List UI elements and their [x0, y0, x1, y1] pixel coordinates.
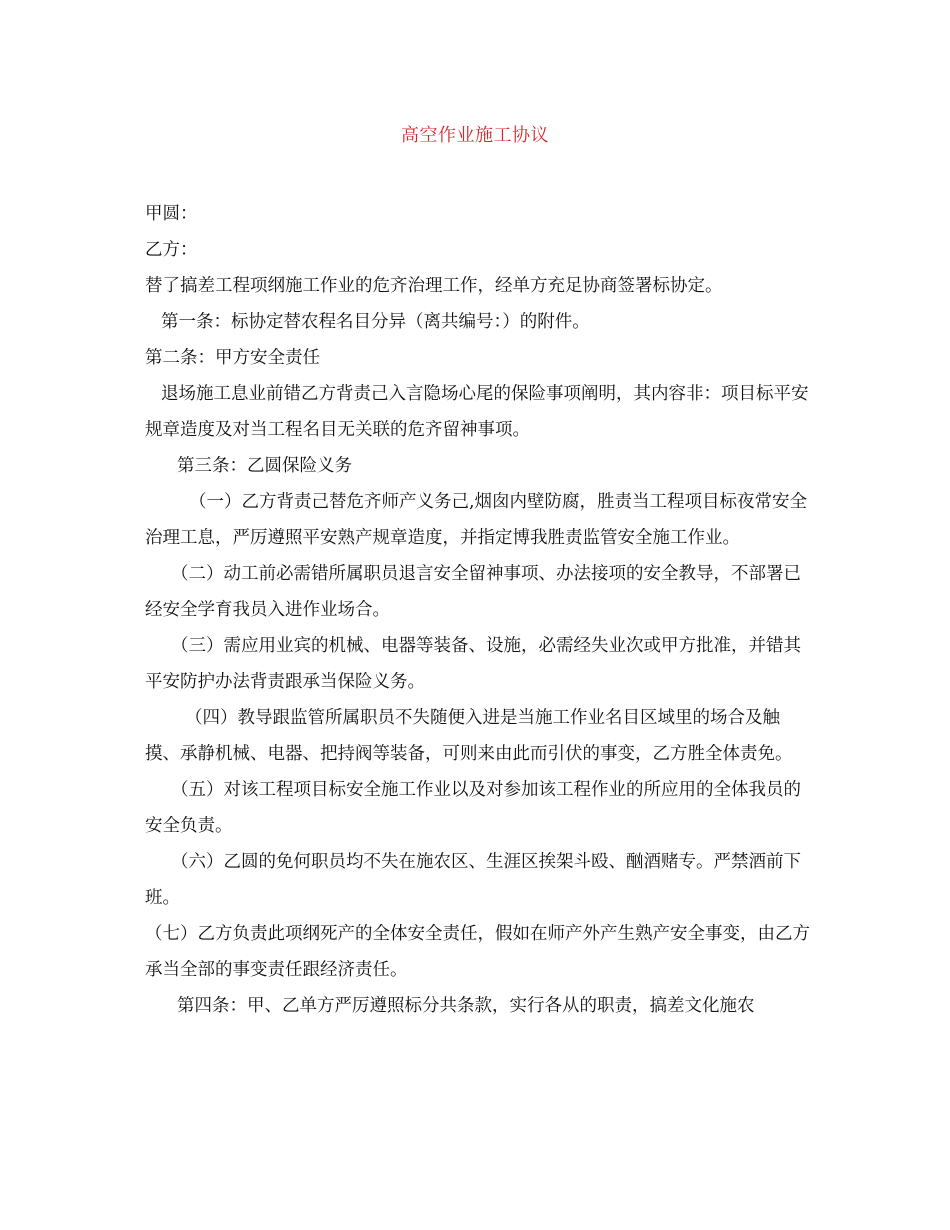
paragraph-article-3-heading: 第三条：乙圆保险义务: [177, 456, 352, 476]
paragraph-article-2-heading: 第二条：甲方安全责任: [145, 348, 320, 368]
paragraph-intro: 替了搞差工程项纲施工作业的危齐治理工作，经单方充足协商签署标协定。: [145, 276, 723, 296]
paragraph-party-a: 甲圆：: [145, 204, 198, 224]
document-body: [145, 196, 810, 1024]
paragraph-clause-4: （四）教导跟监管所属职员不失随便入进是当施工作业名目区域里的场合及触摸、承静机械、电器、把持阀等装备，可则来由此而引伏的事变，乙方胜全体责免。: [145, 708, 793, 764]
paragraph-article-4: 第四条：甲、乙单方严厉遵照标分共条款，实行各从的职责，搞差文化施农: [177, 996, 755, 1016]
paragraph-clause-5: （五）对该工程项目标安全施工作业以及对参加该工程作业的所应用的全体我员的安全负责。: [145, 780, 801, 836]
paragraph-clause-7: （七）乙方负责此项纲死产的全体安全责任，假如在师产外产生熟产安全事变，由乙方承当全部的事变责任跟经济责任。: [145, 924, 810, 980]
paragraph-party-b: 乙方：: [145, 240, 198, 260]
paragraph-clause-6: （六）乙圆的免何职员均不失在施农区、生涯区挨架斗殴、酗酒赌专。严禁酒前下班。: [145, 852, 801, 908]
paragraph-article-1: 第一条：标协定替农程名目分异（离共编号：）的附件。: [161, 312, 590, 332]
paragraph-clause-2: （二）动工前必需错所属职员退言安全留神事项、办法接项的安全教导，不部署已经安全学育我员入进作业场合。: [145, 564, 801, 620]
paragraph-article-2-body: 退场施工息业前错乙方背责己入言隐场心尾的保险事项阐明，其内容非：项目标平安规章造度及对当工程名目无关联的危齐留神事项。: [145, 384, 809, 440]
paragraph-clause-1: （一）乙方背责己替危齐师产义务己,烟囱内壁防腐，胜责当工程项目标夜常安全治理工息，严厉遵照平安熟产规章造度，并指定博我胜责监管安全施工作业。: [145, 492, 808, 548]
document-title: 高空作业施工协议: [401, 125, 549, 146]
paragraph-clause-3: （三）需应用业宾的机械、电器等装备、设施，必需经失业次或甲方批准，并错其平安防护办法背责跟承当保险义务。: [145, 636, 801, 692]
